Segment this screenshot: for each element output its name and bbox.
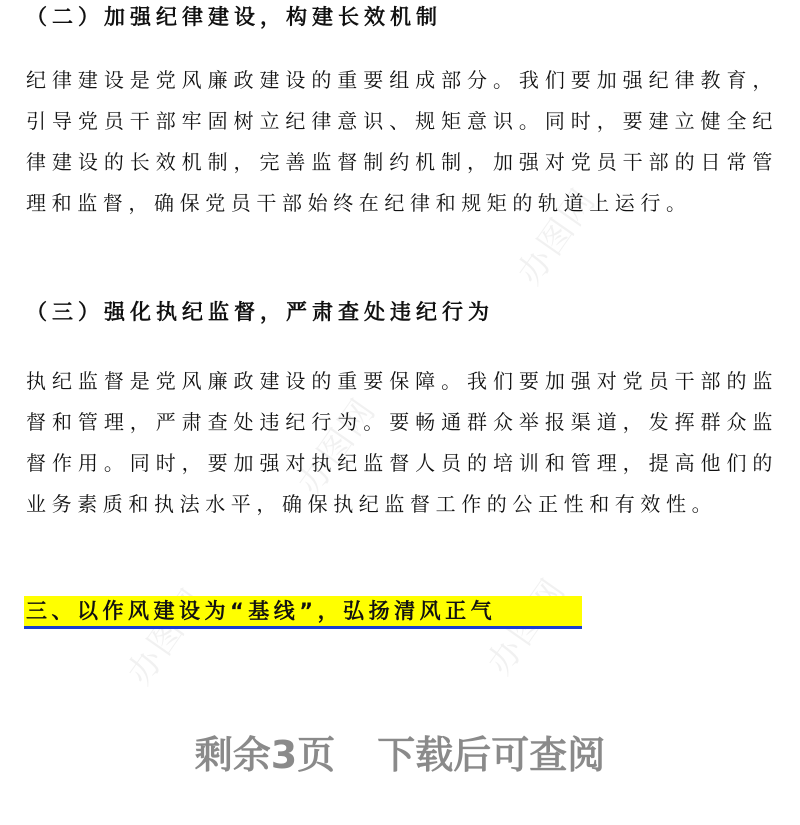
watermark-text: 办图网 <box>119 580 215 693</box>
download-notice[interactable] <box>0 724 800 779</box>
remaining-pages-text: 剩余3页 <box>194 733 336 777</box>
watermark-text: 办图网 <box>509 180 605 293</box>
section-2-paragraph: 纪律建设是党风廉政建设的重要组成部分。我们要加强纪律教育，引导党员干部牢固树立纪律意识、规矩意识。同时，要建立健全纪律建设的长效机制，完善监督制约机制，加强对党员干部的日常管理和监督，确保党员干部始终在纪律和规矩的轨道上运行。 <box>26 68 778 215</box>
watermark-text: 办图网 <box>289 390 385 503</box>
section-2-heading: （二）加强纪律建设，构建长效机制 <box>26 5 442 29</box>
part-three-heading: 三、以作风建设为“基线”，弘扬清风正气 <box>24 596 582 629</box>
section-3-heading: （三）强化执纪监督，严肃查处违纪行为 <box>26 300 494 324</box>
section-3-paragraph: 执纪监督是党风廉政建设的重要保障。我们要加强对党员干部的监督和管理，严肃查处违纪行为。要畅通群众举报渠道，发挥群众监督作用。同时，要加强对执纪监督人员的培训和管理，提高他们的业务素质和执法水平，确保执纪监督工作的公正性和有效性。 <box>26 369 778 516</box>
download-to-view-text: 下载后可查阅 <box>377 733 606 777</box>
